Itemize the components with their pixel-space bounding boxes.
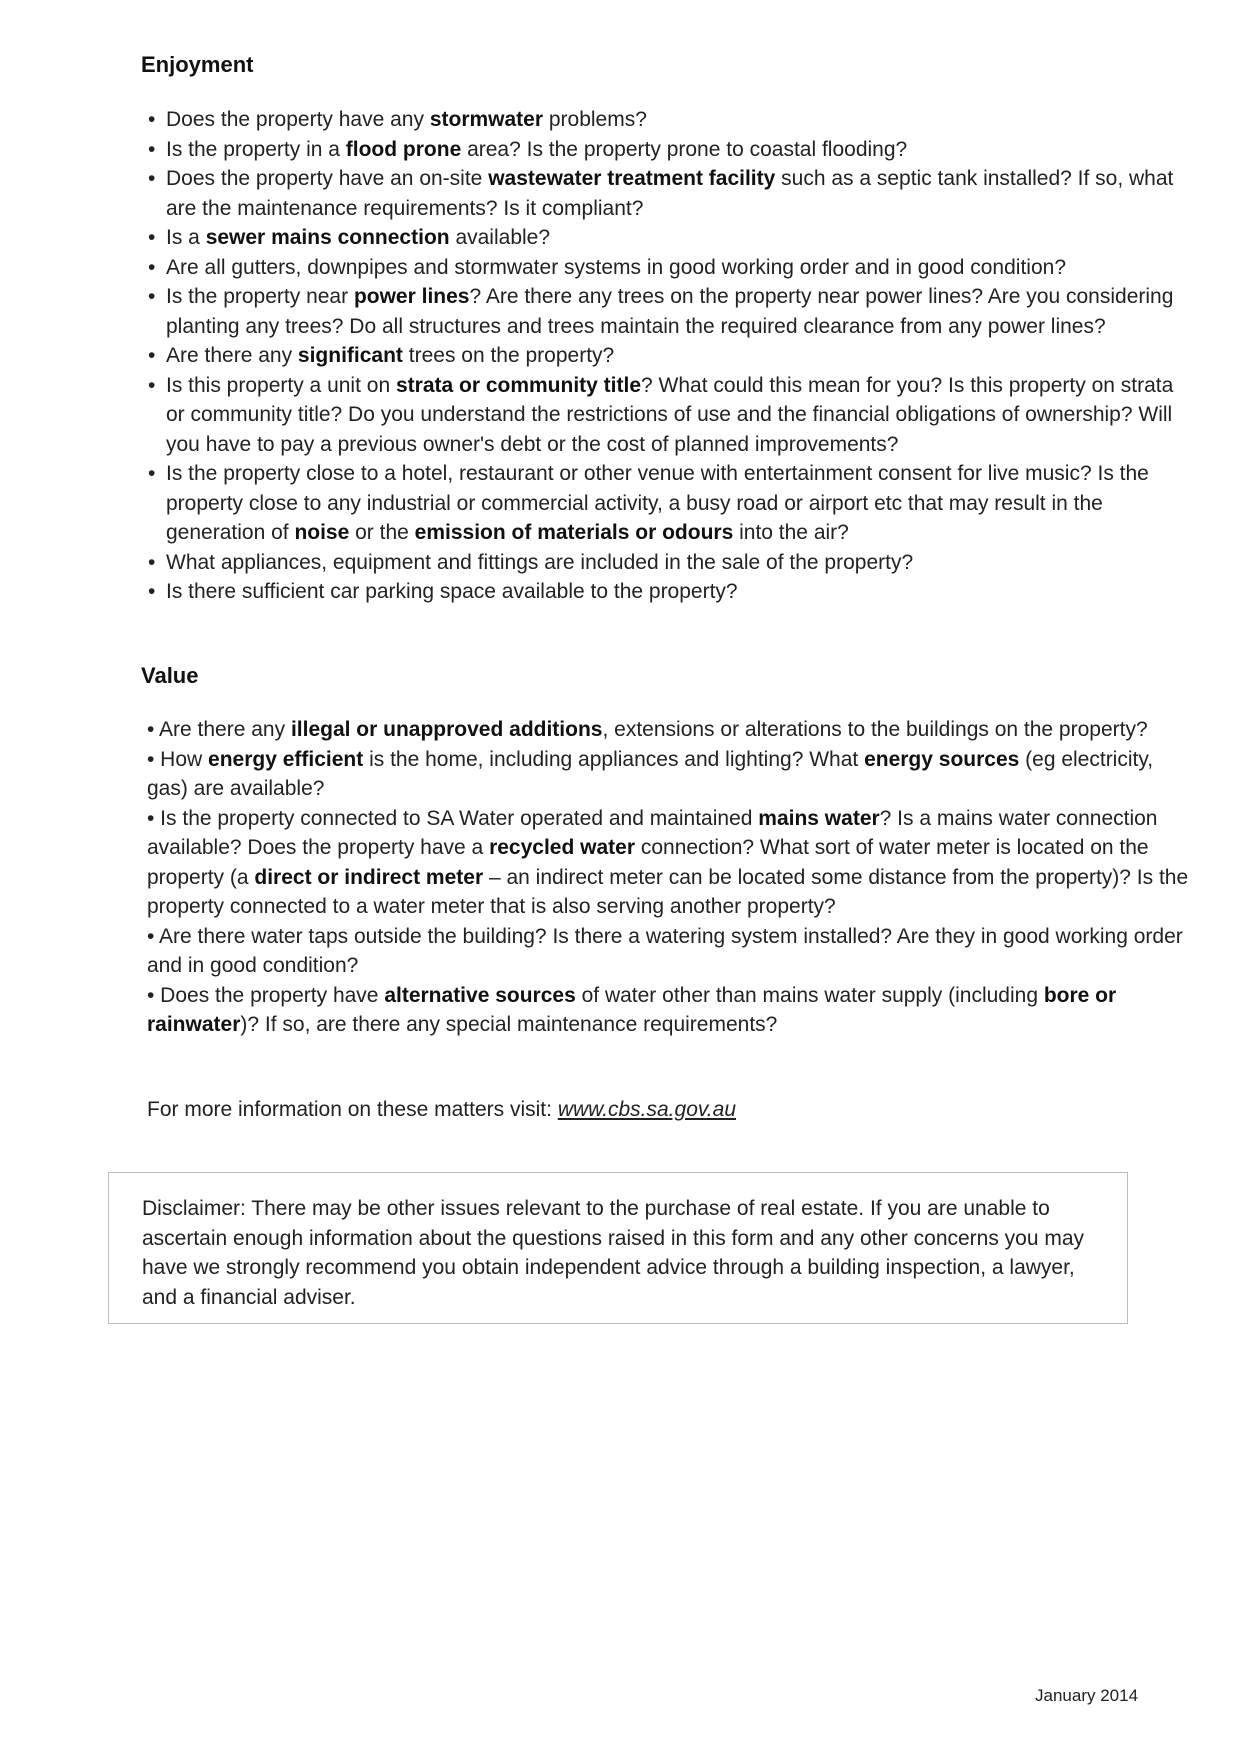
bullet-icon: •	[148, 373, 156, 397]
item-text: • Are there water taps outside the building? Is there a watering system installed? Are they in good working order and in good condition?	[147, 924, 1183, 977]
emphasis-text: mains water	[758, 806, 880, 830]
item-text: Are all gutters, downpipes and stormwater systems in good working order and in good condition?	[166, 255, 1066, 279]
item-text: Is the property in a	[166, 137, 346, 161]
emphasis-text: energy sources	[864, 747, 1020, 771]
list-item	[148, 548, 1188, 578]
emphasis-text: wastewater treatment facility	[488, 167, 776, 190]
list-item	[148, 282, 1188, 341]
item-text: connection? What sort of water meter is located on the property (a	[147, 836, 1149, 889]
item-text: problems?	[543, 108, 647, 131]
footer-date: January 2014	[1035, 1686, 1139, 1705]
bullet-icon: •	[148, 167, 156, 190]
list-item	[147, 804, 1189, 922]
bullet-icon: •	[148, 285, 156, 308]
emphasis-text: emission of materials or odours	[414, 521, 734, 544]
item-text: • Does the property have	[147, 983, 385, 1007]
emphasis-text: recycled water	[489, 836, 635, 859]
bullet-icon: •	[148, 255, 156, 279]
list-item	[148, 371, 1188, 460]
disclaimer-box	[108, 1172, 1128, 1324]
item-text: ? What could this mean for you? Is this property on strata or community title? Do you understand the restrictions of use and the financial obligations of ownership? Will you have to pay a previous owner's debt or the cost of planned improvements?	[166, 373, 1174, 456]
item-text: Is this property a unit on	[166, 373, 396, 397]
cbs-website-link[interactable]: www.cbs.sa.gov.au	[557, 1098, 737, 1121]
value-list	[147, 715, 1189, 1040]
emphasis-text: illegal or unapproved additions	[290, 718, 603, 741]
bullet-icon: •	[148, 108, 156, 131]
bullet-icon: •	[148, 580, 156, 603]
item-text: of water other than mains water supply (including	[575, 983, 1044, 1007]
list-item	[147, 981, 1189, 1040]
emphasis-text: alternative sources	[384, 983, 576, 1007]
item-text: Does the property have any	[166, 108, 430, 131]
list-item	[147, 745, 1189, 804]
list-item	[148, 223, 1188, 253]
list-item	[148, 135, 1188, 165]
item-text: into the air?	[733, 521, 849, 544]
emphasis-text: power lines	[353, 285, 470, 308]
emphasis-text: significant	[297, 344, 403, 367]
item-text: , extensions or alterations to the buildings on the property?	[602, 718, 1148, 741]
item-text: What appliances, equipment and fittings are included in the sale of the property?	[166, 550, 914, 574]
item-text: • Is the property connected to SA Water operated and maintained	[147, 806, 759, 830]
item-text: Are there any	[166, 344, 298, 367]
emphasis-text: strata or community title	[395, 373, 642, 397]
emphasis-text: noise	[294, 521, 350, 544]
item-text: is the home, including appliances and lighting? What	[363, 747, 865, 771]
item-text: area? Is the property prone to coastal flooding?	[461, 137, 908, 161]
emphasis-text: stormwater	[429, 108, 544, 131]
list-item	[147, 922, 1189, 981]
emphasis-text: sewer mains connection	[205, 226, 450, 249]
item-text: Is a	[166, 226, 206, 249]
item-text: available?	[449, 226, 551, 249]
bullet-icon: •	[148, 226, 156, 249]
item-text: )? If so, are there any special maintenance requirements?	[240, 1013, 778, 1036]
bullet-icon: •	[148, 344, 156, 367]
emphasis-text: direct or indirect meter	[254, 865, 484, 889]
emphasis-text: bore or rainwater	[147, 983, 1117, 1036]
more-info-line	[147, 1095, 736, 1125]
bullet-icon: •	[148, 462, 156, 485]
list-item	[148, 105, 1188, 135]
item-text: Is the property near	[166, 285, 354, 308]
item-text: Is there sufficient car parking space available to the property?	[166, 580, 738, 603]
disclaimer-text: Disclaimer: There may be other issues relevant to the purchase of real estate. If you are unable to ascertain enough information about the questions raised in this form and any other concerns you may have we strongly recommend you obtain independent advice through a building inspection, a lawyer, and a financial adviser.	[142, 1197, 1085, 1309]
list-item	[148, 577, 1188, 607]
item-text: • How	[147, 747, 209, 771]
emphasis-text: energy efficient	[208, 747, 364, 771]
list-item	[148, 253, 1188, 283]
item-text: such as a septic tank installed? If so, what are the maintenance requirements? Is it compliant?	[166, 167, 1174, 220]
list-item	[148, 459, 1188, 548]
item-text: ? Are there any trees on the property near power lines? Are you considering planting any trees? Do all structures and trees maintain the required clearance from any power lines?	[166, 285, 1174, 338]
list-item	[148, 164, 1188, 223]
enjoyment-list	[148, 105, 1188, 607]
value-heading: Value	[141, 663, 199, 688]
item-text: ? Is a mains water connection available? Does the property have a	[147, 806, 1158, 859]
enjoyment-heading: Enjoyment	[141, 52, 254, 77]
emphasis-text: flood prone	[345, 137, 462, 161]
list-item	[148, 341, 1188, 371]
more-info-text: For more information on these matters visit:	[147, 1098, 558, 1121]
item-text: (eg electricity, gas) are available?	[147, 747, 1154, 800]
item-text: trees on the property?	[402, 344, 615, 367]
item-text: – an indirect meter can be located some distance from the property)? Is the property connected to a water meter that is also serving another property?	[147, 865, 1189, 918]
bullet-icon: •	[148, 137, 156, 161]
bullet-icon: •	[148, 550, 156, 574]
list-item	[147, 715, 1189, 745]
item-text: or the	[349, 521, 415, 544]
item-text: • Are there any	[147, 718, 291, 741]
item-text: Does the property have an on-site	[166, 167, 489, 190]
item-text: Is the property close to a hotel, restaurant or other venue with entertainment consent for live music? Is the property close to any industrial or commercial activity, a busy road or airport etc that may result in the generation of	[166, 462, 1149, 544]
